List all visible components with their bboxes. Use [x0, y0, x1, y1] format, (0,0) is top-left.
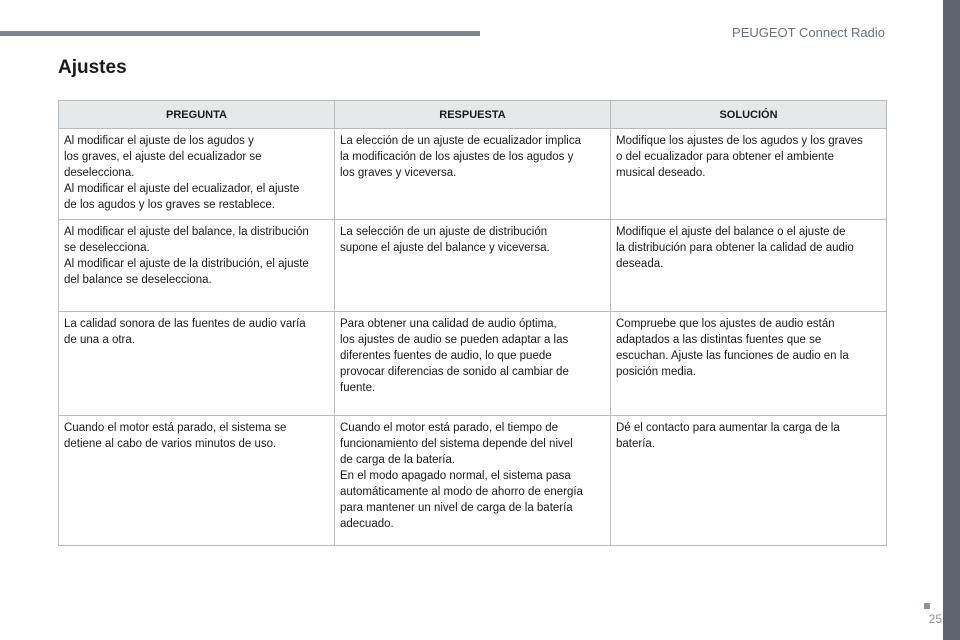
cell-respuesta: [335, 129, 611, 220]
text-line: del balance se deselecciona.: [64, 274, 212, 286]
column-header-solucion: SOLUCIÓN: [611, 101, 887, 129]
text-line: Al modificar el ajuste de la distribución, el ajuste: [64, 258, 309, 270]
cell-solucion: [611, 312, 887, 416]
table-row: [59, 312, 887, 416]
text-line: En el modo apagado normal, el sistema pasa: [340, 470, 571, 482]
cell-pregunta: [59, 129, 335, 220]
cell-solucion: [611, 220, 887, 312]
text-line: detiene al cabo de varios minutos de uso.: [64, 438, 277, 450]
page-number: 25: [928, 612, 942, 626]
column-header-pregunta: PREGUNTA: [59, 101, 335, 129]
text-line: de los agudos y los graves se restablece.: [64, 199, 275, 211]
text-line: de carga de la batería.: [340, 454, 456, 466]
text-line: batería.: [616, 438, 655, 450]
text-line: Cuando el motor está parado, el tiempo de: [340, 422, 558, 434]
text-line: Compruebe que los ajustes de audio están: [616, 318, 835, 330]
cell-pregunta: [59, 416, 335, 546]
cell-pregunta: [59, 220, 335, 312]
text-line: los graves y viceversa.: [340, 167, 457, 179]
text-line: Modifique los ajustes de los agudos y los graves: [616, 135, 863, 147]
cell-respuesta: [335, 312, 611, 416]
column-header-respuesta: RESPUESTA: [335, 101, 611, 129]
text-line: Modifique el ajuste del balance o el ajuste de: [616, 226, 846, 238]
footer-marker: [924, 603, 930, 609]
faq-table: [58, 100, 887, 546]
table-row: [59, 416, 887, 546]
text-line: deselecciona.: [64, 167, 135, 179]
cell-solucion: [611, 416, 887, 546]
text-line: se deselecciona.: [64, 242, 150, 254]
text-line: fuente.: [340, 382, 376, 394]
cell-solucion: [611, 129, 887, 220]
text-line: la modificación de los ajustes de los agudos y: [340, 151, 574, 163]
text-line: provocar diferencias de sonido al cambiar de: [340, 366, 569, 378]
text-line: Para obtener una calidad de audio óptima,: [340, 318, 557, 330]
text-line: escuchan. Ajuste las funciones de audio en la: [616, 350, 849, 362]
text-line: La elección de un ajuste de ecualizador implica: [340, 135, 582, 147]
text-line: deseada.: [616, 258, 664, 270]
cell-respuesta: [335, 416, 611, 546]
text-line: Dé el contacto para aumentar la carga de la: [616, 422, 840, 434]
text-line: Al modificar el ajuste del ecualizador, el ajuste: [64, 183, 300, 195]
text-line: automáticamente al modo de ahorro de energía: [340, 486, 583, 498]
text-line: supone el ajuste del balance y viceversa.: [340, 242, 550, 254]
header-bar: [0, 31, 480, 36]
text-line: de una a otra.: [64, 334, 135, 346]
text-line: musical deseado.: [616, 167, 706, 179]
text-line: La calidad sonora de las fuentes de audio varía: [64, 318, 306, 330]
text-line: funcionamiento del sistema depende del nivel: [340, 438, 573, 450]
text-line: los graves, el ajuste del ecualizador se: [64, 151, 262, 163]
text-line: posición media.: [616, 366, 696, 378]
text-line: para mantener un nivel de carga de la batería: [340, 502, 573, 514]
cell-respuesta: [335, 220, 611, 312]
cell-pregunta: [59, 312, 335, 416]
text-line: diferentes fuentes de audio, lo que puede: [340, 350, 552, 362]
text-line: adecuado.: [340, 518, 394, 530]
text-line: Al modificar el ajuste del balance, la distribución: [64, 226, 309, 238]
text-line: La selección de un ajuste de distribución: [340, 226, 548, 238]
text-line: la distribución para obtener la calidad de audio: [616, 242, 854, 254]
text-line: o del ecualizador para obtener el ambiente: [616, 151, 835, 163]
side-strip: [943, 0, 960, 640]
table-row: [59, 129, 887, 220]
text-line: Al modificar el ajuste de los agudos y: [64, 135, 254, 147]
text-line: los ajustes de audio se pueden adaptar a las: [340, 334, 569, 346]
text-line: adaptados a las distintas fuentes que se: [616, 334, 822, 346]
text-line: Cuando el motor está parado, el sistema se: [64, 422, 287, 434]
page-title: Ajustes: [58, 57, 127, 78]
document-header-title: PEUGEOT Connect Radio: [732, 25, 885, 40]
table-row: [59, 220, 887, 312]
table-header-row: [59, 101, 887, 129]
